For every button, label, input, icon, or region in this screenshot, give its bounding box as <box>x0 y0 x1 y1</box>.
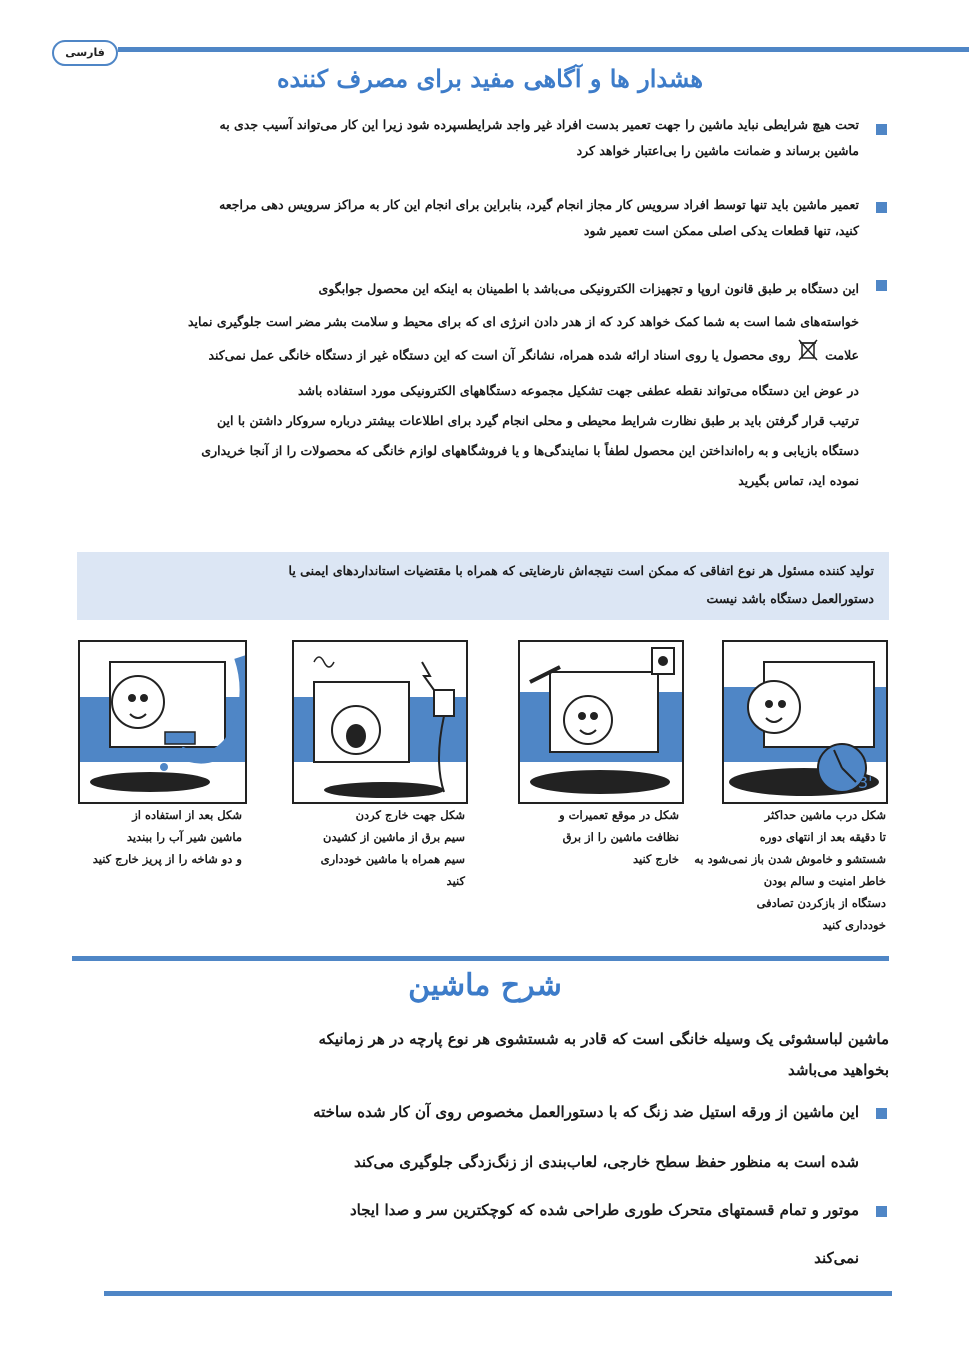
warning-item-3: این دستگاه بر طبق قانون اروپا و تجهیزات الکترونیکی می‌باشد با اطمینان به اینکه این محصول جوابگوی خواسته‌های شما است به شما کمک خواهد کرد که از هدر دادن انرژی ای که برای محیط و سلامت بشر مضر است جلوگیری نماید علامت روی محصول یا روی اسناد ارائه شده همراه، نشانگر آن است که این دستگاه غیر از دستگاه خانگی عمل نمی‌کند در عوض این دستگاه می‌تواند نقطه عطفی جهت تشکیل مجموعه دستگاههای الکترونیکی مورد استفاده باشد <box>39 272 859 407</box>
figure-cord-pull <box>292 640 468 804</box>
caption-water-tap: شکل بعد از استفاده از ماشین شیر آب را ببندید و دو شاخه را از پریز خارج کنید <box>92 808 242 866</box>
bullet-icon <box>876 124 887 135</box>
bullet-icon <box>876 202 887 213</box>
warning-item-1: تحت هیچ شرایطی نباید ماشین را جهت تعمیر بدست افراد غیر واجد شرایطسپرده شود زیرا این کار می‌تواند آسیب جدی به ماشین برساند و ضمانت ماشین را بی‌اعتبار خواهد کرد <box>219 117 859 158</box>
feature-item-2: موتور و تمام قسمتهای متحرک طوری طراحی شده که کوچکترین سر و صدا ایجاد نمی‌کند <box>349 1201 859 1267</box>
bullet-icon <box>876 1108 887 1119</box>
feature-item-1: این ماشین از ورقه استیل ضد زنگ که با دستورالعمل مخصوص روی آن کار شده ساخته شده است به منظور حفظ سطح خارجی، لعاب‌بندی از زنگ‌زدگی جلوگیری می‌کند <box>313 1103 859 1171</box>
description-intro: ماشین لباسشوئی یک وسیله خانگی است که قادر به شستشوی هر نوع پارچه در هر زمانیکه بخواهید می‌باشد <box>318 1030 889 1079</box>
weee-line: علامت روی محصول یا روی اسناد ارائه شده همراه، نشانگر آن است که این دستگاه غیر از دستگاه خانگی عمل نمی‌کند <box>39 338 859 374</box>
figure-door-lock <box>722 640 888 804</box>
bullet-icon <box>876 1206 887 1217</box>
language-badge: فارسی <box>52 40 118 66</box>
warnings-title: هشدار ها و آگاهی مفید برای مصرف کننده <box>276 64 704 93</box>
notice-text: تولید کننده مسئول هر نوع اتفاقی که ممکن است نتیجه‌اش نارضایتی که همراه با مقتضیات استانداردهای ایمنی یا دستورالعمل دستگاه باشد نیست <box>288 563 874 606</box>
figure-unplug-service <box>518 640 684 804</box>
timer-label: 3' <box>858 773 873 792</box>
bottom-rule <box>104 1291 892 1296</box>
warning-item-3-cont: ترتیب قرار گرفتن باید بر طبق نظارت شرایط محیطی و محلی انجام گیرد برای اطلاعات بیشتر درباره سروکار داشتن با این دستگاه بازیابی و به راه‌انداختن این محصول لطفاً با نمایندگی‌ها و یا فروشگاههای لوازم خانگی که محصولات را از آنجا خریداری نموده اید، تماس بگیرید <box>201 413 859 488</box>
top-rule <box>118 47 969 52</box>
crossed-bin-icon <box>798 338 818 374</box>
caption-unplug-service: شکل در موقع تعمیرات و نظافت ماشین را از برق خارج کنید <box>559 808 679 866</box>
caption-cord-pull: شکل جهت خارج کردن سیم برق از ماشین از کشیدن سیم همراه با ماشین خودداری کنید <box>320 808 465 888</box>
description-title: شرح ماشین <box>408 968 562 1003</box>
caption-door-lock: شکل درب ماشین حداکثر تا دقیقه بعد از انتهای دوره شستشو و خاموش شدن باز نمی‌شود به خاطر امنیت و سالم بودن دستگاه از بازکردن تصادفی خودداری کنید <box>694 808 886 932</box>
figure-water-tap <box>78 640 247 804</box>
bullet-icon <box>876 280 887 291</box>
warning-item-2: تعمیر ماشین باید تنها توسط افراد سرویس کار مجاز انجام گیرد، بنابراین برای انجام این کار به مراکز سرویس دهی مراجعه کنید، تنها قطعات یدکی اصلی ممکن است تعمیر شود <box>219 197 859 238</box>
section-divider <box>72 956 889 961</box>
